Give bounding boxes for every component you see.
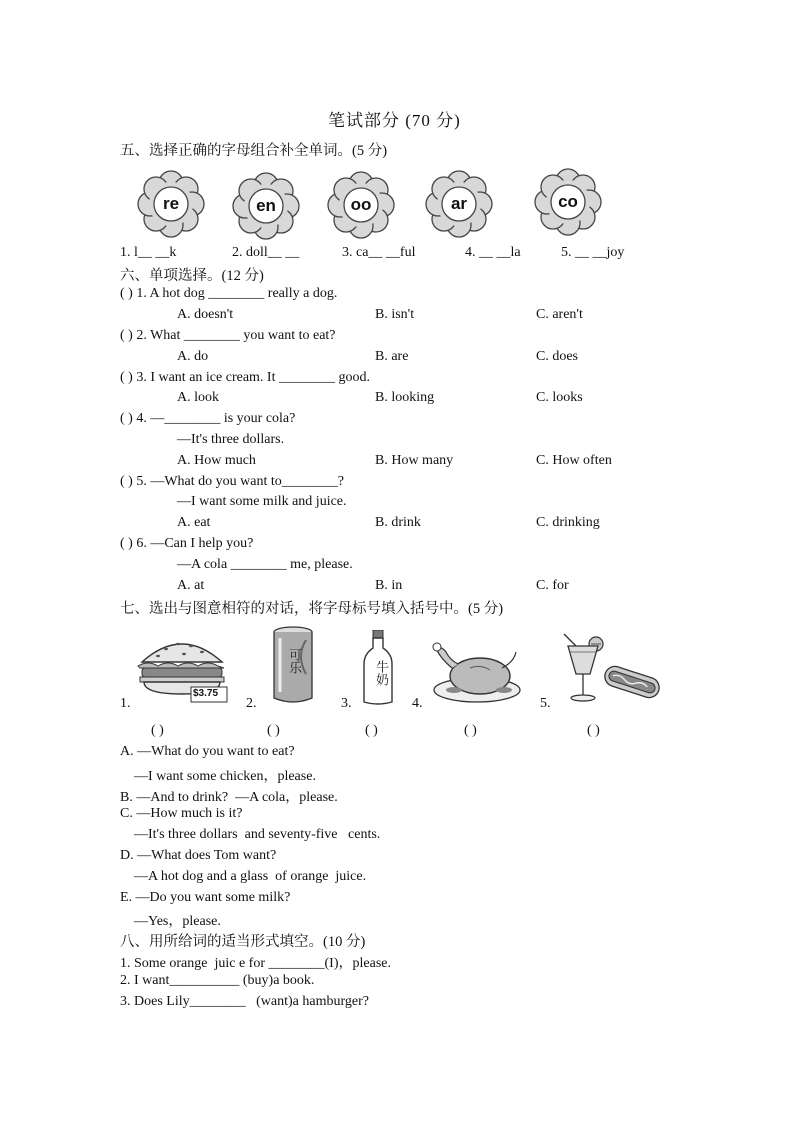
word-item-5: 5. __ __joy <box>561 245 625 260</box>
flower-card-3 <box>327 171 395 239</box>
cola-can-picture <box>270 626 316 706</box>
flower-label: co <box>558 192 578 211</box>
picture-number-1: 1. <box>120 696 131 711</box>
flower-label: ar <box>450 194 468 213</box>
bottle-label: 牛奶 <box>373 660 388 686</box>
option-b: B. are <box>375 349 409 364</box>
flower-card-4 <box>425 170 493 238</box>
fill-item-2: 2. I want__________ (buy)a book. <box>120 973 315 988</box>
price-tag: $3.75 <box>193 688 219 699</box>
roast-chicken-picture <box>432 638 522 706</box>
question-stem-3: ( ) 3. I want an ice cream. It ________ good. <box>120 370 370 385</box>
flower-label: oo <box>350 195 372 214</box>
roast-chicken-icon <box>432 638 522 706</box>
flower-card-5 <box>534 168 602 236</box>
option-c: C. drinking <box>536 515 600 530</box>
question-sub-4: —It's three dollars. <box>177 432 285 447</box>
question-stem-4: ( ) 4. —________ is your cola? <box>120 411 296 426</box>
option-a: A. look <box>177 390 219 405</box>
answer-blank-5[interactable]: ( ) <box>587 723 600 738</box>
section6-heading: 六、单项选择。(12 分) <box>120 268 264 284</box>
milk-bottle-picture <box>362 630 394 706</box>
option-c: C. aren't <box>536 307 583 322</box>
option-a: A. doesn't <box>177 307 234 322</box>
option-a: A. eat <box>177 515 211 530</box>
hamburger-picture <box>136 632 228 704</box>
dialog-line: —Yes，please. <box>120 914 221 929</box>
option-b: B. drink <box>375 515 421 530</box>
section7-heading: 七、选出与图意相符的对话，将字母标号填入括号中。(5 分) <box>120 601 504 617</box>
word-item-2: 2. doll__ __ <box>232 245 300 260</box>
answer-blank-1[interactable]: ( ) <box>151 723 164 738</box>
dialog-line: —It's three dollars and seventy-five cents. <box>120 827 381 842</box>
dialog-line: E. —Do you want some milk? <box>120 890 291 905</box>
answer-blank-2[interactable]: ( ) <box>267 723 280 738</box>
flower-card-2 <box>232 172 300 240</box>
question-sub-5: —I want some milk and juice. <box>177 494 347 509</box>
answer-blank-4[interactable]: ( ) <box>464 723 477 738</box>
fill-item-3: 3. Does Lily________ (want)a hamburger? <box>120 994 369 1009</box>
option-b: B. looking <box>375 390 435 405</box>
option-c: C. does <box>536 349 578 364</box>
option-a: A. How much <box>177 453 256 468</box>
fill-item-1: 1. Some orange juic e for ________(I)，please. <box>120 956 391 971</box>
option-c: C. for <box>536 578 569 593</box>
section8-heading: 八、用所给词的适当形式填空。(10 分) <box>120 934 366 950</box>
dialog-line: B. —And to drink? —A cola，please. <box>120 790 338 805</box>
picture-number-5: 5. <box>540 696 551 711</box>
option-c: C. looks <box>536 390 583 405</box>
option-b: B. isn't <box>375 307 415 322</box>
question-stem-1: ( ) 1. A hot dog ________ really a dog. <box>120 286 338 301</box>
dialog-line: A. —What do you want to eat? <box>120 744 295 759</box>
question-stem-2: ( ) 2. What ________ you want to eat? <box>120 328 336 343</box>
option-a: A. do <box>177 349 209 364</box>
word-item-4: 4. __ __la <box>465 245 521 260</box>
option-c: C. How often <box>536 453 612 468</box>
word-item-1: 1. l__ __k <box>120 245 177 260</box>
option-b: B. How many <box>375 453 454 468</box>
dialog-line: —A hot dog and a glass of orange juice. <box>120 869 367 884</box>
picture-number-4: 4. <box>412 696 423 711</box>
section5-heading: 五、选择正确的字母组合补全单词。(5 分) <box>120 143 388 159</box>
dialog-line: D. —What does Tom want? <box>120 848 277 863</box>
flower-label: re <box>162 194 180 213</box>
dialog-line: C. —How much is it? <box>120 806 243 821</box>
option-a: A. at <box>177 578 205 593</box>
dialog-line: —I want some chicken，please. <box>120 769 316 784</box>
flower-label: en <box>256 196 276 215</box>
page-title: 笔试部分 (70 分) <box>328 111 461 130</box>
picture-number-3: 3. <box>341 696 352 711</box>
question-stem-6: ( ) 6. —Can I help you? <box>120 536 254 551</box>
flower-card-1 <box>137 170 205 238</box>
question-stem-5: ( ) 5. —What do you want to________? <box>120 474 344 489</box>
word-item-3: 3. ca__ __ful <box>342 245 416 260</box>
can-label: 可乐 <box>286 648 301 674</box>
picture-number-2: 2. <box>246 696 257 711</box>
question-sub-6: —A cola ________ me, please. <box>177 557 353 572</box>
juice-hotdog-picture <box>560 632 664 706</box>
option-b: B. in <box>375 578 403 593</box>
juice-hotdog-icon <box>560 632 664 706</box>
answer-blank-3[interactable]: ( ) <box>365 723 378 738</box>
